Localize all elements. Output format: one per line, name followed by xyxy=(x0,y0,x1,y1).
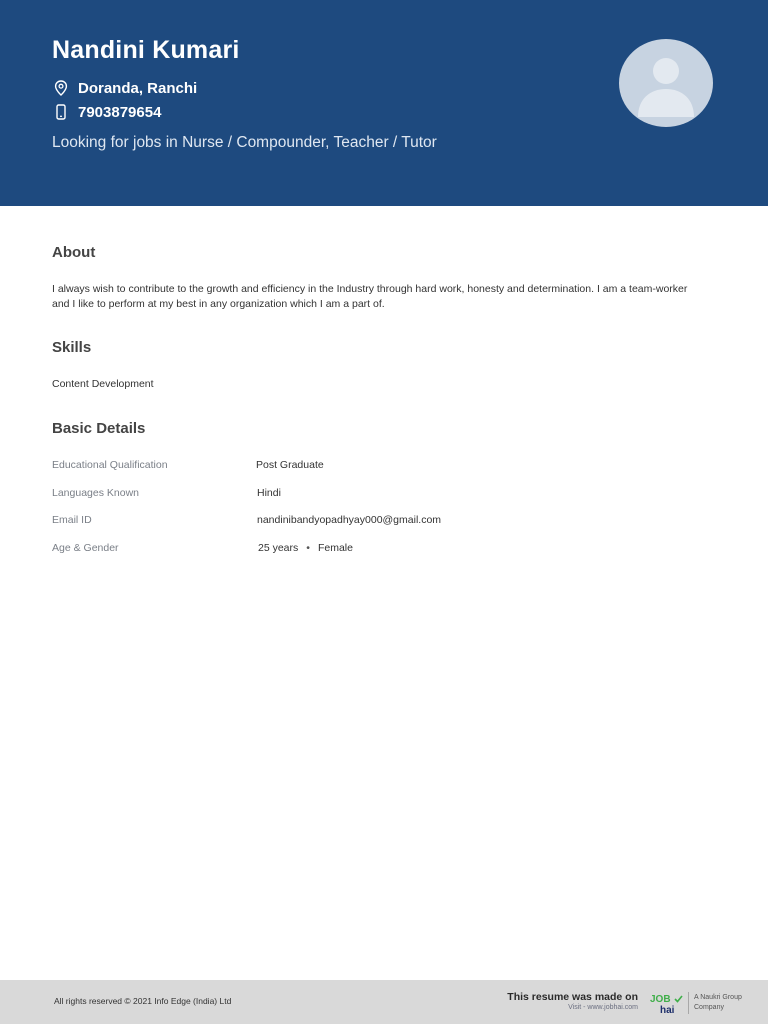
made-on-text: This resume was made on xyxy=(507,991,638,1003)
gender-value: Female xyxy=(317,542,353,554)
job-preferences: Looking for jobs in Nurse / Compounder, Teacher / Tutor xyxy=(52,134,437,151)
logo-check-icon xyxy=(675,996,682,1002)
languages-value: Hindi xyxy=(257,487,281,499)
about-text: I always wish to contribute to the growth and efficiency in the Industry through hard work, honesty and determination. I am a team-worker and I like to perform at my best in any organization which I am a part of. xyxy=(52,283,688,310)
logo-hai-text: hai xyxy=(660,1005,675,1016)
visit-link[interactable]: Visit - www.jobhai.com xyxy=(568,1004,638,1011)
detail-row-age-gender xyxy=(52,542,692,556)
skills-heading: Skills xyxy=(52,339,92,356)
email-value: nandinibandyopadhyay000@gmail.com xyxy=(257,514,442,526)
logo-job-text: JOB xyxy=(650,994,671,1005)
qualification-label: Educational Qualification xyxy=(52,459,168,471)
separator-dot: • xyxy=(306,542,310,554)
age-value: 25 years xyxy=(258,542,299,554)
resume-footer xyxy=(0,980,768,1024)
detail-row-email xyxy=(52,514,692,528)
languages-label: Languages Known xyxy=(52,487,139,499)
mobile-phone-icon xyxy=(52,103,70,121)
age-gender-value xyxy=(258,542,353,554)
candidate-name: Nandini Kumari xyxy=(52,36,240,64)
location-text: Doranda, Ranchi xyxy=(78,79,198,97)
age-gender-label: Age & Gender xyxy=(52,542,119,554)
copyright-text: All rights reserved © 2021 Info Edge (India) Ltd xyxy=(54,996,232,1006)
phone-text: 7903879654 xyxy=(78,103,162,121)
detail-row-languages xyxy=(52,487,692,501)
jobhai-logo xyxy=(650,992,686,1016)
company-text: A Naukri Group Company xyxy=(694,994,742,1011)
about-heading: About xyxy=(52,244,96,261)
skill-item: Content Development xyxy=(52,378,154,390)
phone-row xyxy=(52,103,161,121)
detail-row-qualification xyxy=(52,459,692,473)
resume-header xyxy=(0,0,768,206)
location-row xyxy=(52,79,197,97)
location-pin-icon xyxy=(52,79,70,97)
email-label: Email ID xyxy=(52,514,92,526)
avatar xyxy=(619,39,713,127)
qualification-value: Post Graduate xyxy=(256,459,324,471)
logo-divider xyxy=(688,992,689,1014)
basic-details-heading: Basic Details xyxy=(52,420,146,437)
avatar-placeholder-icon xyxy=(619,39,713,127)
